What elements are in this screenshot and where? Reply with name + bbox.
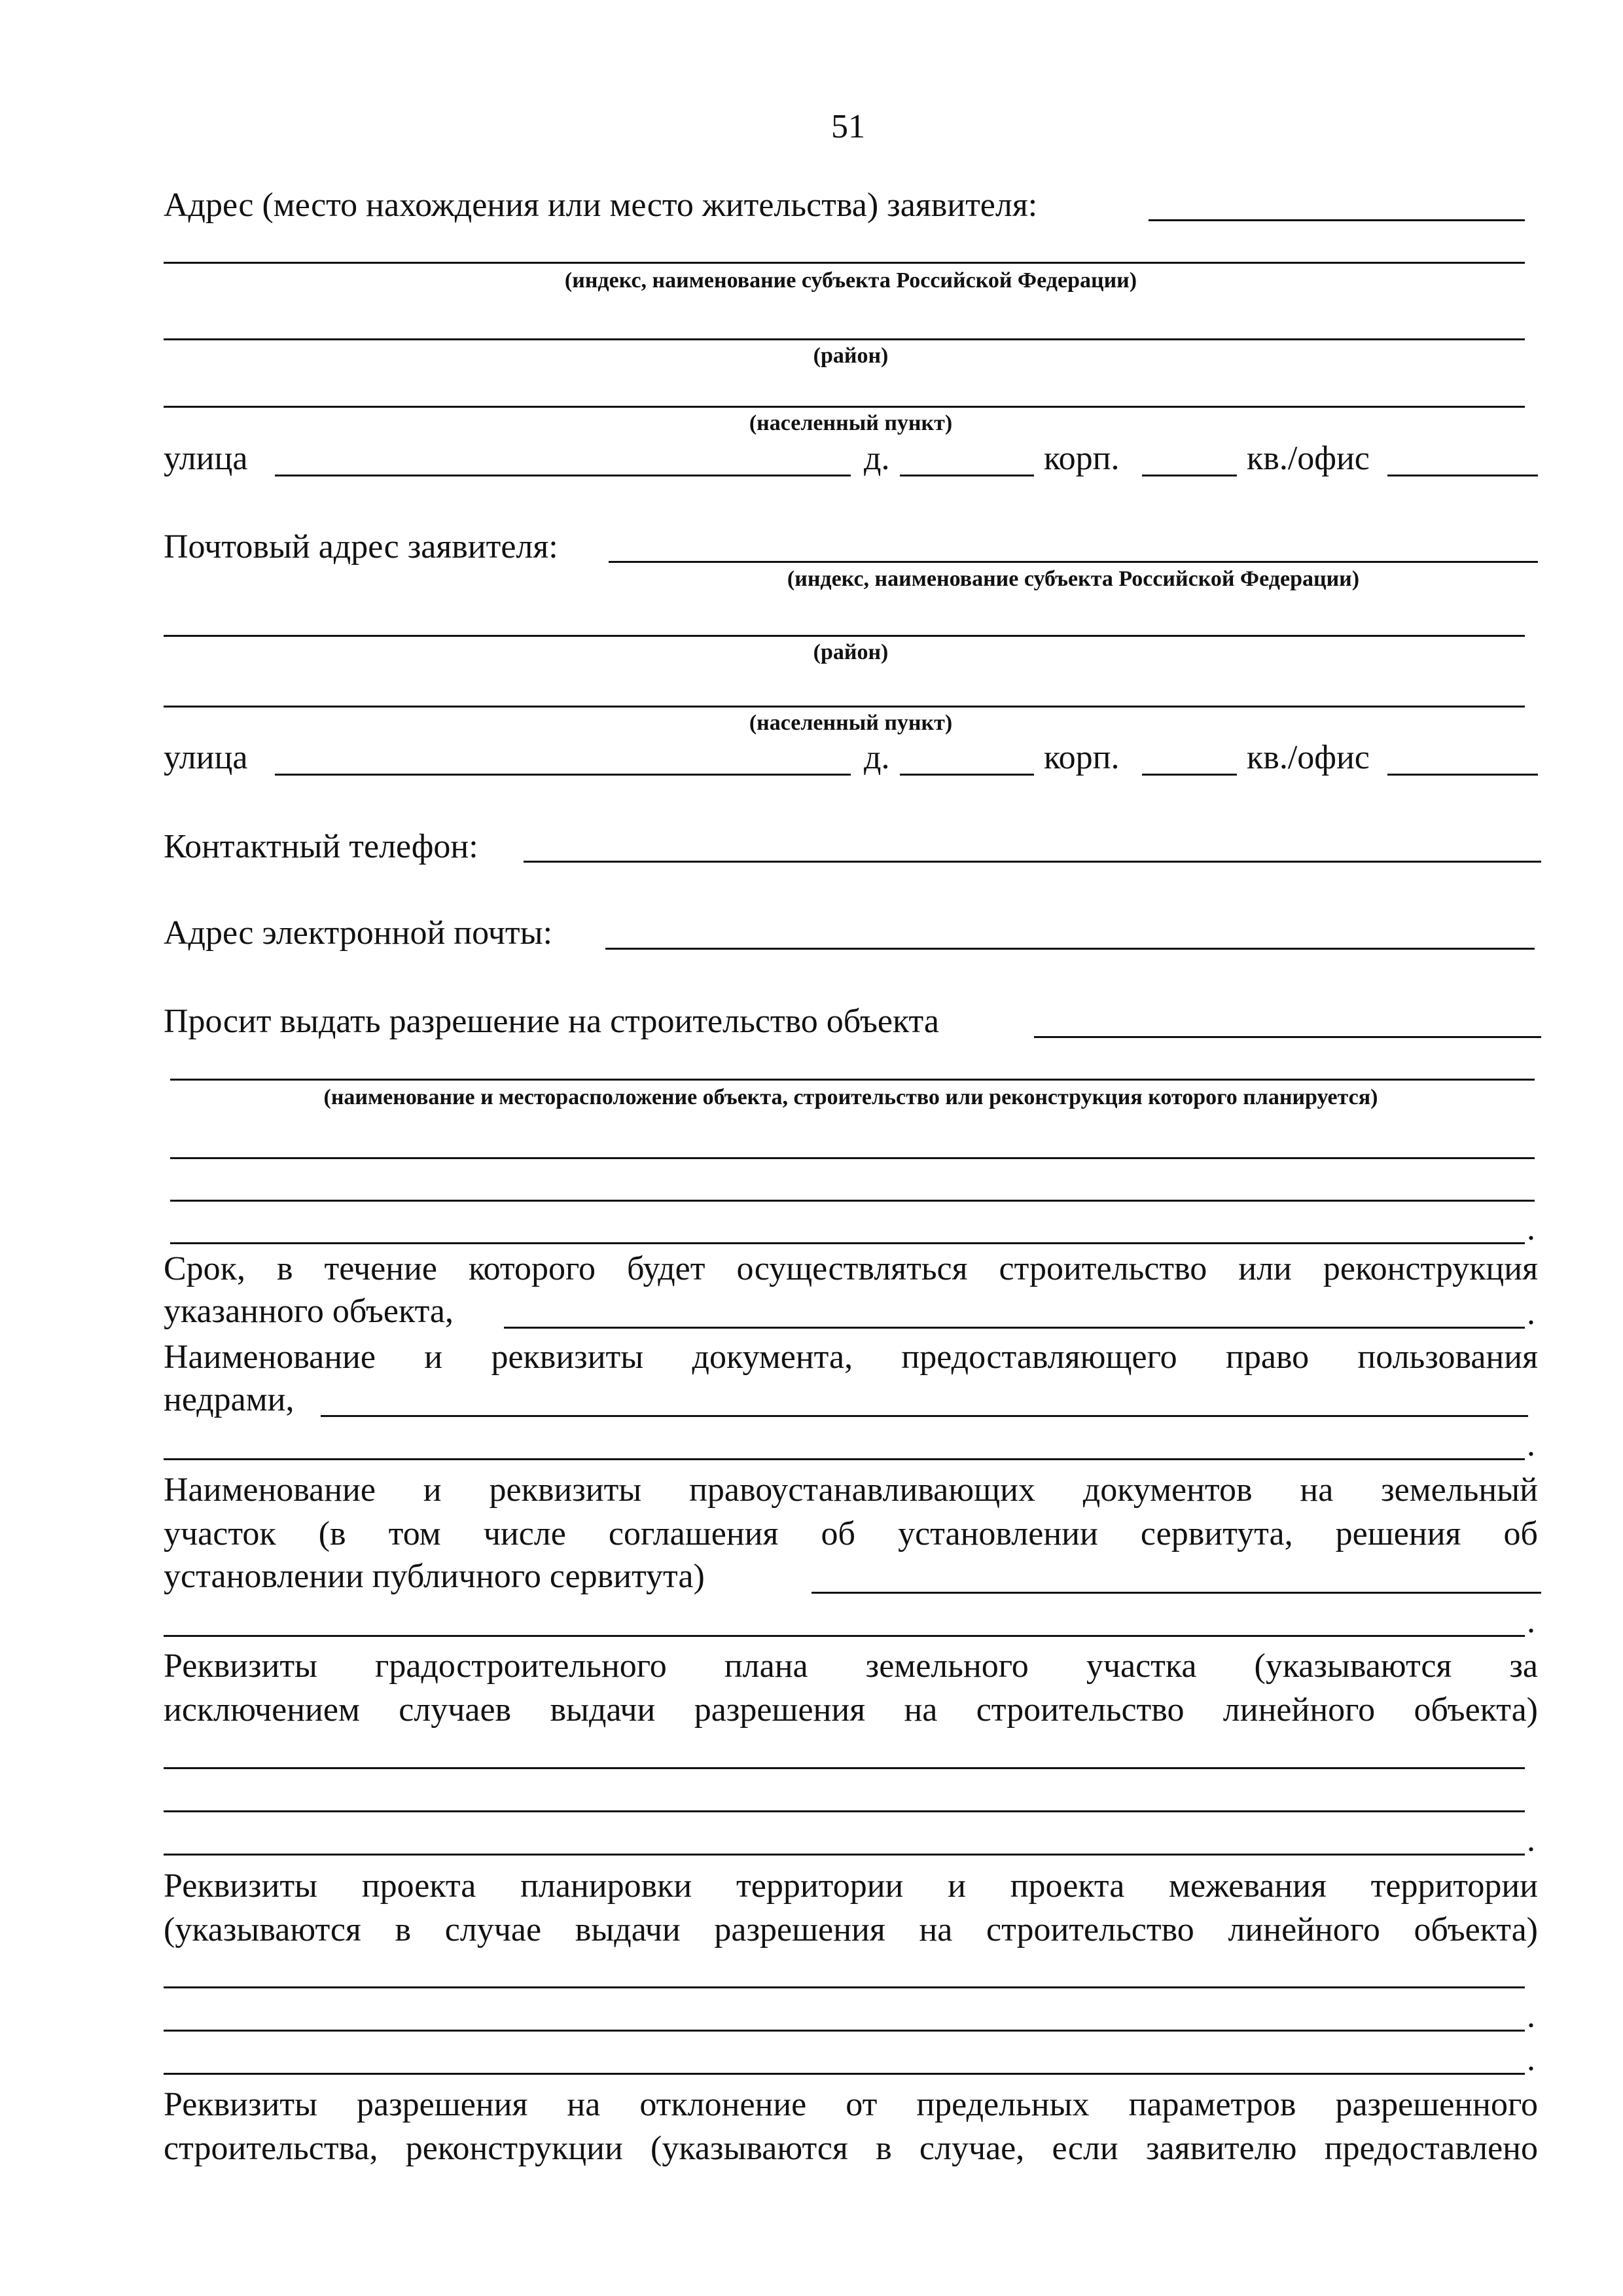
applicant-building-field[interactable] bbox=[1142, 475, 1237, 476]
applicant-region-caption: (индекс, наименование субъекта Российской Федерации) bbox=[564, 268, 1137, 293]
subsoil-field-2[interactable] bbox=[164, 1458, 1525, 1460]
contact-phone-field[interactable] bbox=[524, 861, 1541, 863]
postal-region-caption: (индекс, наименование субъекта Российской Федерации) bbox=[787, 567, 1360, 591]
postal-building-field[interactable] bbox=[1142, 774, 1237, 776]
land-docs-field[interactable] bbox=[812, 1592, 1541, 1594]
email-label: Адрес электронной почты: bbox=[164, 914, 553, 952]
land-docs-line-3: установлении публичного сервитута) bbox=[164, 1558, 705, 1595]
term-field[interactable] bbox=[504, 1327, 1525, 1329]
term-line-1: Срок, в течение которого будет осуществляться строительство или реконструкция bbox=[164, 1250, 1538, 1287]
request-object-field[interactable] bbox=[1034, 1036, 1541, 1038]
postal-house-label: д. bbox=[864, 739, 890, 776]
planning-field[interactable] bbox=[164, 1986, 1525, 1988]
request-caption: (наименование и месторасположение объекта, строительство или реконструкция которого планируется) bbox=[323, 1085, 1378, 1109]
applicant-district-caption: (район) bbox=[813, 344, 889, 368]
land-docs-field-2[interactable] bbox=[164, 1635, 1525, 1637]
postal-street-label: улица bbox=[164, 739, 248, 776]
request-object-field-3[interactable] bbox=[170, 1157, 1535, 1159]
subsoil-line-2: недрами, bbox=[164, 1381, 294, 1418]
gpzu-field[interactable] bbox=[164, 1767, 1525, 1769]
applicant-region-field[interactable] bbox=[164, 262, 1525, 264]
period: . bbox=[1527, 1210, 1535, 1247]
period: . bbox=[1527, 1821, 1535, 1859]
applicant-street-field[interactable] bbox=[275, 475, 851, 476]
postal-district-field[interactable] bbox=[164, 635, 1525, 637]
planning-line-1: Реквизиты проекта планировки территории и проекта межевания территории bbox=[164, 1867, 1538, 1905]
postal-district-caption: (район) bbox=[813, 640, 889, 664]
contact-phone-label: Контактный телефон: bbox=[164, 828, 478, 865]
postal-apartment-field[interactable] bbox=[1387, 774, 1538, 776]
applicant-apartment-label: кв./офис bbox=[1247, 440, 1370, 477]
planning-field-3[interactable] bbox=[164, 2073, 1525, 2075]
planning-line-2: (указываются в случае выдачи разрешения на строительство линейного объекта) bbox=[164, 1911, 1538, 1948]
postal-locality-caption: (населенный пункт) bbox=[749, 711, 953, 735]
gpzu-field-3[interactable] bbox=[164, 1854, 1525, 1856]
gpzu-line-2: исключением случаев выдачи разрешения на строительство линейного объекта) bbox=[164, 1691, 1538, 1729]
applicant-locality-field[interactable] bbox=[164, 406, 1525, 408]
applicant-address-heading: Адрес (место нахождения или место жительства) заявителя: bbox=[164, 187, 1038, 224]
postal-building-label: корп. bbox=[1044, 739, 1120, 776]
request-label: Просит выдать разрешение на строительство объекта bbox=[164, 1003, 939, 1040]
applicant-district-field[interactable] bbox=[164, 338, 1525, 340]
planning-field-2[interactable] bbox=[164, 2030, 1525, 2032]
postal-house-field[interactable] bbox=[900, 774, 1034, 776]
period: . bbox=[1527, 1998, 1535, 2035]
period: . bbox=[1527, 1603, 1535, 1640]
page-number: 51 bbox=[831, 108, 865, 145]
postal-locality-field[interactable] bbox=[164, 706, 1525, 708]
applicant-locality-caption: (населенный пункт) bbox=[749, 411, 953, 435]
applicant-building-label: корп. bbox=[1044, 440, 1120, 477]
deviation-line-1: Реквизиты разрешения на отклонение от предельных параметров разрешенного bbox=[164, 2086, 1538, 2123]
gpzu-field-2[interactable] bbox=[164, 1810, 1525, 1812]
land-docs-line-1: Наименование и реквизиты правоустанавливающих документов на земельный bbox=[164, 1471, 1538, 1509]
gpzu-line-1: Реквизиты градостроительного плана земельного участка (указываются за bbox=[164, 1647, 1538, 1685]
period: . bbox=[1527, 2041, 1535, 2078]
land-docs-line-2: участок (в том числе соглашения об установлении сервитута, решения об bbox=[164, 1515, 1538, 1552]
postal-address-heading: Почтовый адрес заявителя: bbox=[164, 528, 558, 565]
request-object-field-5[interactable] bbox=[170, 1242, 1525, 1244]
subsoil-field[interactable] bbox=[321, 1415, 1528, 1417]
period: . bbox=[1527, 1426, 1535, 1463]
postal-region-field[interactable] bbox=[609, 561, 1538, 563]
applicant-apartment-field[interactable] bbox=[1387, 475, 1538, 476]
email-field[interactable] bbox=[605, 948, 1535, 950]
deviation-line-2: строительства, реконструкции (указываются в случае, если заявителю предоставлено bbox=[164, 2130, 1538, 2167]
applicant-house-label: д. bbox=[864, 440, 890, 477]
subsoil-line-1: Наименование и реквизиты документа, предоставляющего право пользования bbox=[164, 1338, 1538, 1376]
applicant-street-label: улица bbox=[164, 440, 248, 477]
postal-apartment-label: кв./офис bbox=[1247, 739, 1370, 776]
term-line-2: указанного объекта, bbox=[164, 1293, 454, 1330]
applicant-house-field[interactable] bbox=[900, 475, 1034, 476]
request-object-field-2[interactable] bbox=[170, 1079, 1535, 1081]
request-object-field-4[interactable] bbox=[170, 1200, 1535, 1202]
period: . bbox=[1527, 1295, 1535, 1332]
postal-street-field[interactable] bbox=[275, 774, 851, 776]
applicant-address-field[interactable] bbox=[1149, 219, 1525, 221]
